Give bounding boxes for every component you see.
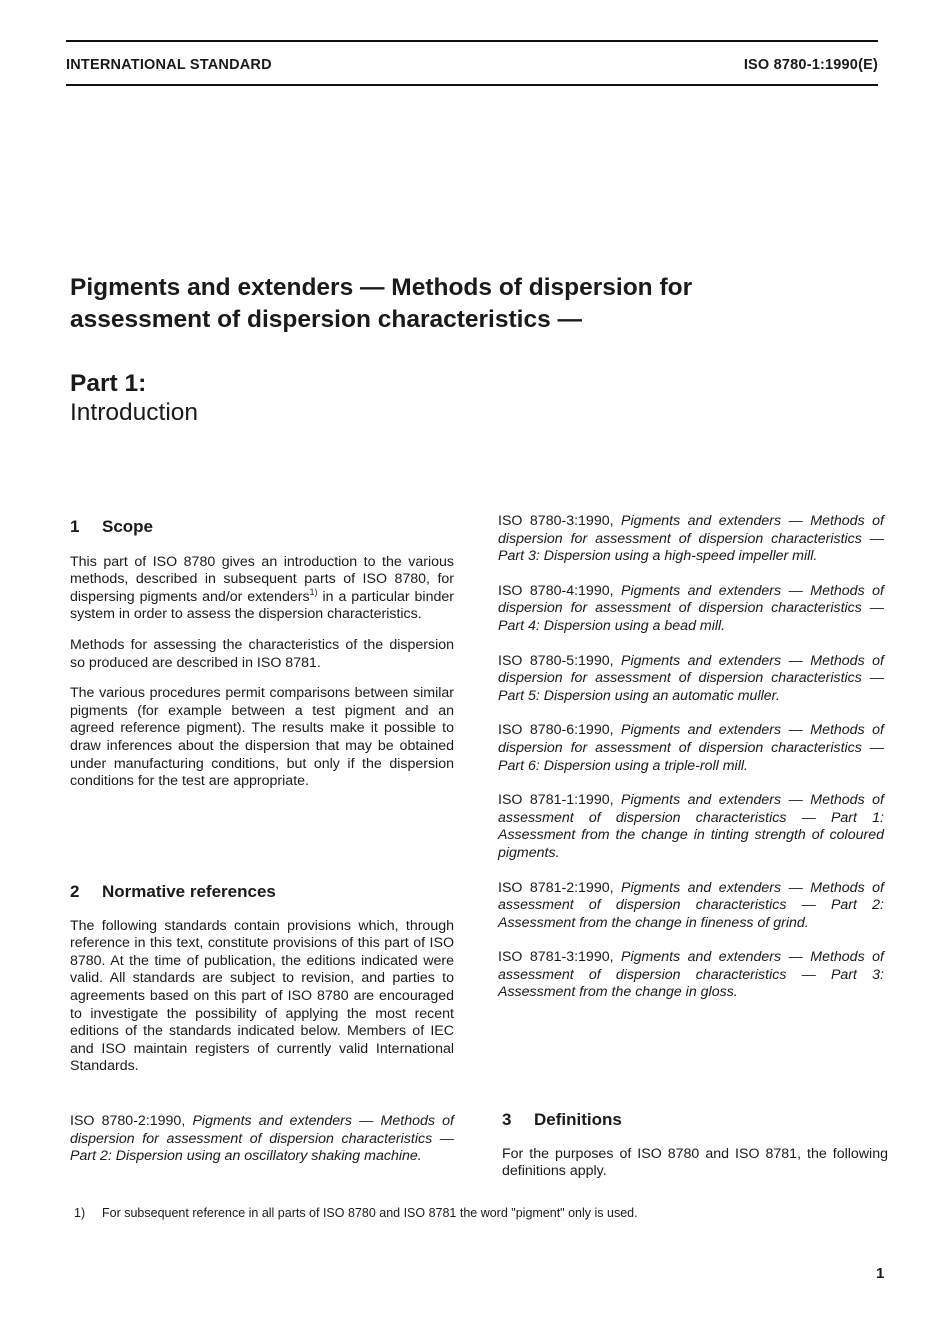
- reference-title: Pigments and extenders — Methods of assessment of dispersion characteristics — Part 3: Assessment from the change in gloss.: [498, 949, 884, 1001]
- reference-item: [498, 653, 884, 706]
- scope-paragraph-2: Methods for assessing the characteristics of the dispersion so produced are described in ISO 8781.: [70, 636, 454, 671]
- definitions-section: [502, 1111, 888, 1181]
- reference-code: ISO 8780-5:1990,: [498, 652, 614, 669]
- reference-code: ISO 8781-1:1990,: [498, 792, 614, 809]
- normative-heading: [70, 883, 454, 901]
- standard-number: ISO 8780-1:1990(E): [743, 57, 878, 73]
- scope-heading: [70, 518, 454, 536]
- footnote: [74, 1206, 638, 1220]
- reference-text: [70, 1113, 454, 1166]
- section-title: Normative references: [102, 882, 276, 901]
- header-rule-bottom: [66, 84, 878, 86]
- normative-section: [70, 883, 454, 1076]
- section-number: 1: [70, 517, 80, 536]
- title-line-1: Pigments and extenders — Methods of dispersion for: [70, 274, 693, 301]
- reference-item: [498, 949, 884, 1002]
- reference-title: Pigments and extenders — Methods of assessment of dispersion characteristics — Part 2: Assessment from the change in fineness of grind.: [498, 879, 884, 931]
- reference-title: Pigments and extenders — Methods of dispersion for assessment of dispersion characteristics — Part 3: Dispersion using a high-speed impeller mill.: [498, 513, 884, 565]
- reference-item: [70, 1113, 454, 1166]
- reference-title: Pigments and extenders — Methods of dispersion for assessment of dispersion characteristics — Part 6: Dispersion using a triple-roll mill.: [498, 722, 884, 774]
- reference-code: ISO 8780-2:1990,: [70, 1113, 186, 1129]
- scope-paragraph-3: The various procedures permit comparisons between similar pigments (for example between a test pigment and an agreed reference pigment). The results make it possible to draw inferences about the dispersion that may be obtained under manufacturing conditions, but only if the dispersion conditions for the test are appropriate.: [70, 685, 454, 790]
- part-name: Introduction: [70, 399, 199, 426]
- reference-item: [498, 583, 884, 636]
- section-number: 3: [502, 1110, 512, 1129]
- scope-text: This part of ISO 8780 gives an introduction to the various methods, described in subsequent parts of ISO 8780, for dispersing pigments and/or extenders: [70, 553, 454, 605]
- page-number: 1: [876, 1265, 885, 1282]
- footnote-ref: 1): [309, 586, 318, 597]
- reference-code: ISO 8780-6:1990,: [498, 722, 614, 739]
- scope-section: [70, 518, 454, 791]
- section-title: Definitions: [534, 1110, 622, 1129]
- document-title: [70, 272, 830, 336]
- reference-title: Pigments and extenders — Methods of assessment of dispersion characteristics — Part 1: Assessment from the change in tinting strength of coloured pigments.: [498, 792, 884, 861]
- scope-paragraph-1: [70, 554, 454, 624]
- title-line-2: assessment of dispersion characteristics —: [70, 306, 582, 333]
- footnote-text: For subsequent reference in all parts of ISO 8780 and ISO 8781 the word "pigment" only is used.: [102, 1206, 638, 1220]
- reference-title: Pigments and extenders — Methods of dispersion for assessment of dispersion characteristics — Part 5: Dispersion using an automatic muller.: [498, 652, 884, 704]
- reference-item: [498, 792, 884, 862]
- scope-text-cont: in a particular binder system in order to assess the dispersion characteristics.: [70, 588, 454, 623]
- reference-item: [498, 513, 884, 566]
- reference-code: ISO 8780-3:1990,: [498, 513, 614, 529]
- header-rule-top: [66, 40, 878, 42]
- document-type: INTERNATIONAL STANDARD: [66, 57, 272, 73]
- reference-item: [498, 722, 884, 775]
- reference-item: [498, 880, 884, 933]
- reference-title: Pigments and extenders — Methods of dispersion for assessment of dispersion characteristics — Part 4: Dispersion using a bead mill.: [498, 582, 884, 634]
- reference-list: [498, 513, 884, 1002]
- reference-code: ISO 8781-3:1990,: [498, 949, 614, 966]
- part-label: Part 1:: [70, 370, 147, 397]
- footnote-mark: 1): [74, 1206, 86, 1220]
- definitions-paragraph: For the purposes of ISO 8780 and ISO 8781, the following definitions apply.: [502, 1145, 888, 1180]
- reference-code: ISO 8780-4:1990,: [498, 582, 614, 599]
- section-number: 2: [70, 882, 80, 901]
- normative-paragraph: The following standards contain provisions which, through reference in this text, constitute provisions of this part of ISO 8780. At the time of publication, the editions indicated were valid. All standards are subject to revision, and parties to agreements based on this part of ISO 8780 are encouraged to investigate the possibility of applying the most recent editions of the standards indicated below. Members of IEC and ISO maintain registers of currently valid International Standards.: [70, 917, 454, 1075]
- reference-title: Pigments and extenders — Methods of dispersion for assessment of dispersion characteristics — Part 2: Dispersion using an oscillatory shaking machine.: [70, 1113, 454, 1165]
- reference-code: ISO 8781-2:1990,: [498, 879, 614, 896]
- definitions-heading: [502, 1111, 888, 1129]
- section-title: Scope: [102, 517, 154, 536]
